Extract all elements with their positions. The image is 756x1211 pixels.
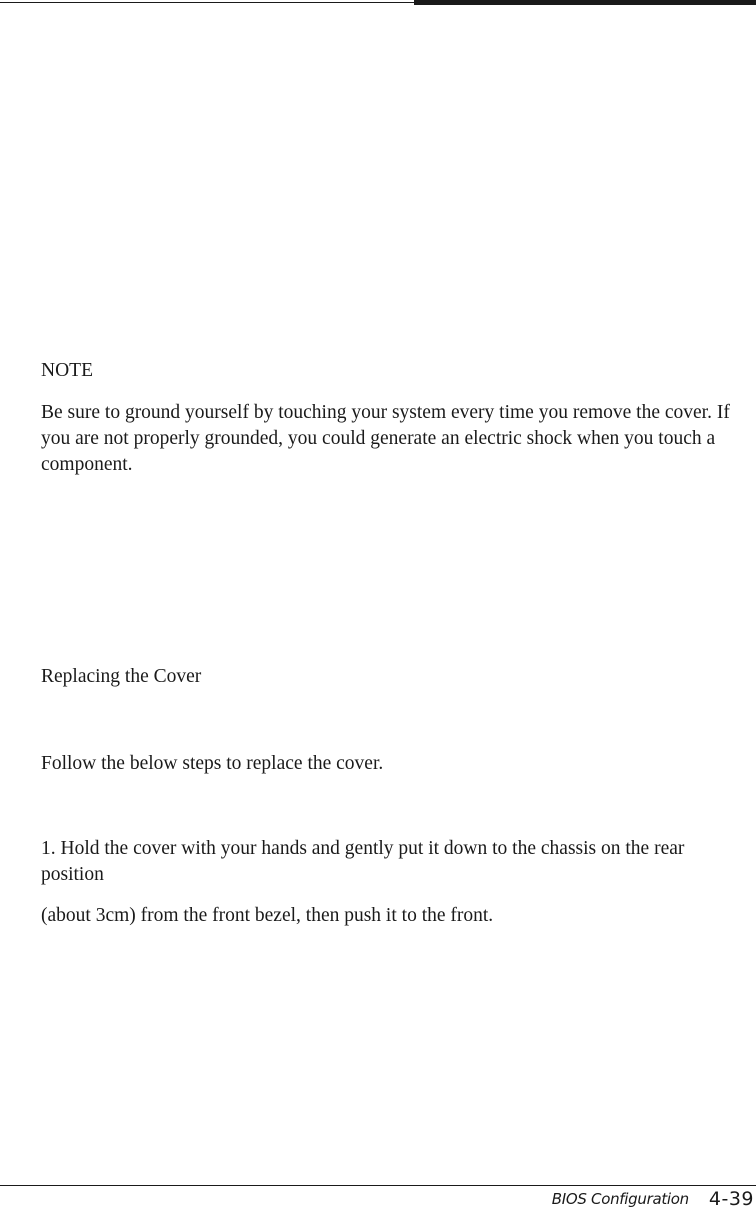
intro-paragraph: Follow the below steps to replace the cover. — [41, 753, 384, 774]
page-footer — [552, 1186, 754, 1211]
note-heading: NOTE — [41, 360, 93, 381]
note-body: Be sure to ground yourself by touching your system every time you remove the cover. If you are not properly grounded, you could generate an electric shock when you touch a component. — [41, 402, 730, 475]
header-rule-thin — [0, 2, 414, 3]
header-rule-thick — [414, 0, 756, 5]
step-1-continuation: (about 3cm) from the front bezel, then push it to the front. — [41, 905, 494, 926]
section-heading: Replacing the Cover — [41, 666, 202, 687]
step-1-text: 1. Hold the cover with your hands and gently put it down to the chassis on the rear position — [41, 838, 685, 885]
page-number: 4-39 — [708, 1187, 754, 1210]
footer-section-title: BIOS Configuration — [551, 1189, 689, 1208]
